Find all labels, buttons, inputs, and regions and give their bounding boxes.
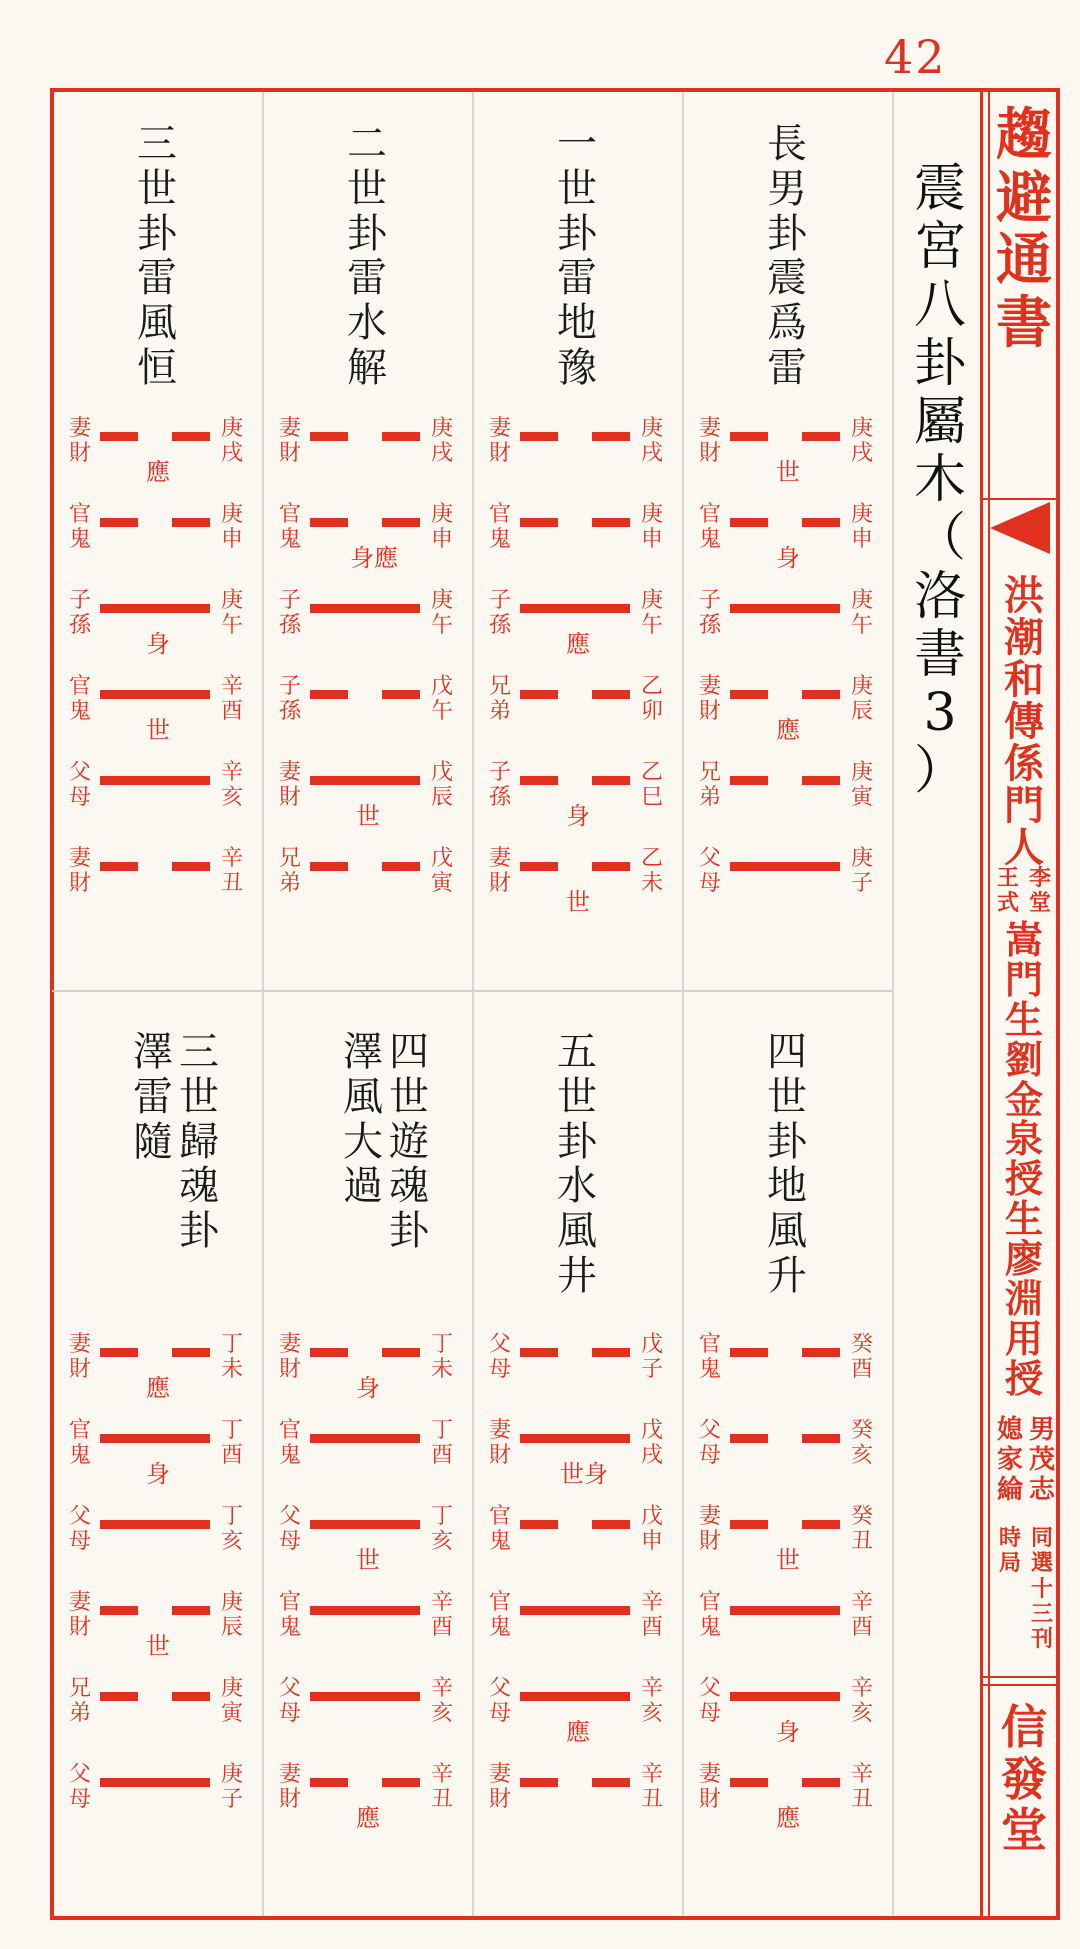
relation-label: 妻 財 [68,1590,91,1641]
yin-line-right [382,1348,420,1357]
hexagram-mark: 身 [146,630,170,658]
hexagram-mark: 應 [566,630,590,658]
relation-label: 兄 弟 [698,760,721,811]
yin-line-left [520,1778,558,1787]
stem-label: 庚 申 [220,502,243,553]
yin-line-left [310,690,348,699]
stem-label: 戊 寅 [430,846,453,897]
publisher: 信 發 堂 [1001,1700,1047,1858]
sidebar-name-left: 王 式 [996,865,1019,917]
yin-line-right [802,432,840,441]
hexagram-mark: 世 [566,888,590,916]
stem-label: 辛 亥 [640,1676,663,1727]
stem-label: 癸 酉 [850,1332,873,1383]
relation-label: 妻 財 [68,846,91,897]
stem-label: 辛 亥 [430,1676,453,1727]
column-divider [892,92,894,1916]
stem-label: 庚 子 [850,846,873,897]
yin-line-left [310,1348,348,1357]
sidebar-lineage: 洪 潮 和 傳 係 門 人 [1004,572,1044,871]
stem-label: 丁 未 [220,1332,243,1383]
relation-label: 父 母 [698,846,721,897]
relation-label: 官 鬼 [278,502,301,553]
sidebar-name-right: 李 堂 [1028,865,1051,917]
yang-line [520,1434,630,1443]
yin-line-left [520,776,558,785]
relation-label: 兄 弟 [278,846,301,897]
sidebar-arrow-icon [990,502,1050,554]
stem-label: 庚 申 [850,502,873,553]
hexagram-mark: 應 [776,716,800,744]
stem-label: 庚 戌 [850,416,873,467]
stem-label: 丁 未 [430,1332,453,1383]
yin-line-right [592,1348,630,1357]
yang-line [100,690,210,699]
yin-line-left [100,1606,138,1615]
yin-line-right [172,1348,210,1357]
sidebar-lineage-2: 嵩 門 生 劉 金 泉 授 生 廖 淵 用 授 [1004,917,1043,1401]
yin-line-right [802,776,840,785]
yin-line-left [310,432,348,441]
relation-label: 官 鬼 [278,1418,301,1469]
hexagram-mark: 世 [356,1546,380,1574]
yin-line-left [520,1520,558,1529]
yin-line-left [310,518,348,527]
stem-label: 庚 午 [640,588,663,639]
yang-line [310,604,420,613]
stem-label: 戊 子 [640,1332,663,1383]
relation-label: 父 母 [68,1762,91,1813]
hexagram-title: 一 世 卦 雷 地 豫 [557,121,597,391]
yin-line-left [730,432,768,441]
yang-line [730,1606,840,1615]
hexagram-title: 長 男 卦 震 爲 雷 [767,121,807,391]
relation-label: 官 鬼 [68,1418,91,1469]
relation-label: 兄 弟 [488,674,511,725]
relation-label: 子 孫 [488,588,511,639]
hexagram-mark: 應 [566,1718,590,1746]
relation-label: 官 鬼 [698,502,721,553]
yin-line-right [382,432,420,441]
stem-label: 丁 亥 [430,1504,453,1555]
stem-label: 庚 午 [430,588,453,639]
relation-label: 妻 財 [698,1762,721,1813]
stem-label: 癸 亥 [850,1418,873,1469]
yin-line-right [172,862,210,871]
yin-line-right [172,1606,210,1615]
stem-label: 戊 戌 [640,1418,663,1469]
yin-line-right [592,862,630,871]
relation-label: 官 鬼 [278,1590,301,1641]
yin-line-right [802,518,840,527]
hexagram-mark: 身應 [350,544,398,572]
yin-line-right [592,1520,630,1529]
stem-label: 庚 辰 [220,1590,243,1641]
relation-label: 官 鬼 [488,502,511,553]
stem-label: 戊 辰 [430,760,453,811]
hexagram-mark: 身 [776,544,800,572]
relation-label: 子 孫 [488,760,511,811]
yin-line-right [592,776,630,785]
yin-line-right [592,690,630,699]
yang-line [100,1520,210,1529]
stem-label: 庚 午 [220,588,243,639]
yin-line-right [592,1778,630,1787]
hexagram-mark: 身 [566,802,590,830]
relation-label: 父 母 [278,1504,301,1555]
stem-label: 辛 亥 [220,760,243,811]
stem-label: 庚 戌 [430,416,453,467]
relation-label: 妻 財 [698,1504,721,1555]
yin-line-right [172,1692,210,1701]
relation-label: 妻 財 [488,1418,511,1469]
yang-line [100,1778,210,1787]
relation-label: 官 鬼 [698,1332,721,1383]
yin-line-left [100,862,138,871]
hexagram-mark: 世 [776,458,800,486]
stem-label: 丁 酉 [220,1418,243,1469]
yin-line-right [592,432,630,441]
stem-label: 辛 丑 [850,1762,873,1813]
yin-line-right [172,432,210,441]
yang-line [730,1692,840,1701]
relation-label: 妻 財 [278,1332,301,1383]
yin-line-left [730,1520,768,1529]
stem-label: 辛 亥 [850,1676,873,1727]
stem-label: 乙 巳 [640,760,663,811]
hexagram-mark: 世 [146,716,170,744]
relation-label: 妻 財 [488,1762,511,1813]
yin-line-right [802,1520,840,1529]
stem-label: 庚 申 [430,502,453,553]
relation-label: 父 母 [68,760,91,811]
stem-label: 辛 丑 [430,1762,453,1813]
sidebar-rule [982,1676,1058,1678]
yang-line [730,862,840,871]
relation-label: 官 鬼 [488,1504,511,1555]
stem-label: 癸 丑 [850,1504,873,1555]
sidebar-small-left: 媳 家 綸 [996,1415,1023,1505]
yin-line-right [802,1348,840,1357]
relation-label: 子 孫 [278,588,301,639]
relation-label: 妻 財 [68,1332,91,1383]
stem-label: 庚 子 [220,1762,243,1813]
yin-line-right [802,1778,840,1787]
relation-label: 父 母 [278,1676,301,1727]
hexagram-title: 二 世 卦 雷 水 解 [347,121,387,391]
yang-line [520,604,630,613]
page-number: 42 [884,30,947,84]
yang-line [310,1692,420,1701]
yin-line-right [382,518,420,527]
stem-label: 丁 酉 [430,1418,453,1469]
relation-label: 父 母 [68,1504,91,1555]
relation-label: 妻 財 [68,416,91,467]
yang-line [310,1606,420,1615]
yin-line-left [730,1434,768,1443]
relation-label: 父 母 [488,1676,511,1727]
hexagram-mark: 身 [776,1718,800,1746]
yin-line-left [520,690,558,699]
yin-line-left [100,518,138,527]
hexagram-title: 四 世 卦 地 風 升 [767,1029,807,1299]
stem-label: 庚 戌 [220,416,243,467]
yang-line [310,1520,420,1529]
stem-label: 庚 申 [640,502,663,553]
relation-label: 妻 財 [698,416,721,467]
relation-label: 官 鬼 [68,502,91,553]
stem-label: 乙 未 [640,846,663,897]
yang-line [100,604,210,613]
stem-label: 戊 申 [640,1504,663,1555]
relation-label: 父 母 [698,1418,721,1469]
sidebar-rule [982,1684,1058,1686]
sidebar-small-left-2: 時 局 [998,1525,1021,1577]
stem-label: 辛 丑 [220,846,243,897]
yin-line-left [310,1778,348,1787]
yin-line-left [520,432,558,441]
yin-line-left [730,1778,768,1787]
relation-label: 父 母 [698,1676,721,1727]
relation-label: 官 鬼 [698,1590,721,1641]
yin-line-right [382,690,420,699]
relation-label: 妻 財 [698,674,721,725]
stem-label: 丁 亥 [220,1504,243,1555]
hexagram-mark: 應 [356,1804,380,1832]
stem-label: 辛 酉 [430,1590,453,1641]
yang-line [100,1434,210,1443]
relation-label: 子 孫 [698,588,721,639]
hexagram-mark: 世 [356,802,380,830]
yin-line-left [730,518,768,527]
yin-line-right [172,518,210,527]
yin-line-left [520,518,558,527]
relation-label: 兄 弟 [68,1676,91,1727]
hexagram-title: 三 世 卦 雷 風 恒 [137,121,177,391]
stem-label: 庚 辰 [850,674,873,725]
yin-line-left [100,432,138,441]
stem-label: 辛 丑 [640,1762,663,1813]
stem-label: 辛 酉 [850,1590,873,1641]
yin-line-right [382,1778,420,1787]
hexagram-mark: 身 [356,1374,380,1402]
stem-label: 庚 戌 [640,416,663,467]
yang-line [520,1692,630,1701]
relation-label: 妻 財 [278,1762,301,1813]
palace-title: 震 宮 八 卦 屬 木 （ 洛 書 3 ） [913,159,966,802]
sidebar-small-right-2: 同 選 十 三 刊 [1030,1525,1053,1653]
hexagram-mark: 世 [146,1632,170,1660]
relation-label: 妻 財 [488,416,511,467]
yang-line [310,1434,420,1443]
stem-label: 庚 午 [850,588,873,639]
hexagram-mark: 世 [776,1546,800,1574]
yin-line-left [520,1348,558,1357]
hexagram-title: 五 世 卦 水 風 井 [557,1029,597,1299]
column-divider [472,92,474,1916]
yin-line-right [802,690,840,699]
relation-label: 官 鬼 [488,1590,511,1641]
hexagram-mark: 身 [146,1460,170,1488]
yin-line-left [100,1692,138,1701]
hexagram-title: 四 世 遊 魂 卦 澤 風 大 過 [343,1029,429,1255]
yang-line [520,1606,630,1615]
stem-label: 辛 酉 [220,674,243,725]
hexagram-mark: 應 [146,1374,170,1402]
sidebar-small-right: 男 茂 志 [1028,1415,1055,1505]
hexagram-mark: 應 [146,458,170,486]
yin-line-right [802,1434,840,1443]
yin-line-right [592,518,630,527]
yang-line [100,776,210,785]
stem-label: 辛 酉 [640,1590,663,1641]
yin-line-left [730,1348,768,1357]
relation-label: 妻 財 [278,416,301,467]
yin-line-right [382,862,420,871]
relation-label: 子 孫 [68,588,91,639]
relation-label: 妻 財 [278,760,301,811]
yin-line-left [520,862,558,871]
yang-line [310,776,420,785]
hexagram-mark: 世身 [560,1460,608,1488]
yin-line-left [730,776,768,785]
yin-line-left [310,862,348,871]
relation-label: 官 鬼 [68,674,91,725]
book-title: 趨 避 通 書 [996,102,1052,357]
yin-line-left [730,690,768,699]
hexagram-title: 三 世 歸 魂 卦 澤 雷 隨 [133,1029,219,1255]
relation-label: 子 孫 [278,674,301,725]
yang-line [730,604,840,613]
sidebar-rule [982,498,1058,500]
stem-label: 戊 午 [430,674,453,725]
hexagram-mark: 應 [776,1804,800,1832]
column-divider [682,92,684,1916]
stem-label: 庚 寅 [850,760,873,811]
relation-label: 父 母 [488,1332,511,1383]
column-divider [262,92,264,1916]
yin-line-left [100,1348,138,1357]
stem-label: 乙 卯 [640,674,663,725]
relation-label: 妻 財 [488,846,511,897]
stem-label: 庚 寅 [220,1676,243,1727]
